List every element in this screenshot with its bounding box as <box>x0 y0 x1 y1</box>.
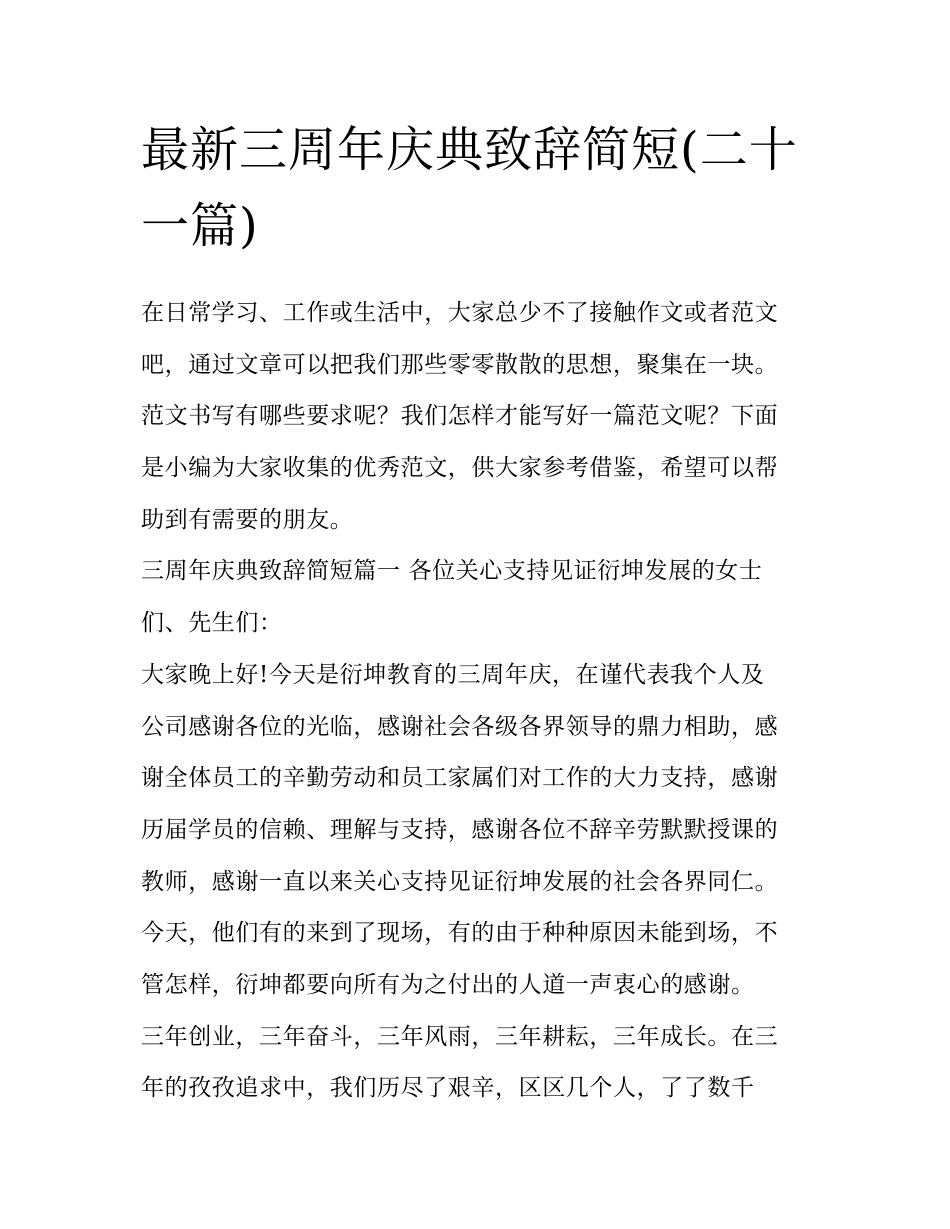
body-text-line: 大家晚上好!今天是衍坤教育的三周年庆，在谨代表我个人及 <box>141 661 765 688</box>
body-text-line: 教师，感谢一直以来关心支持见证衍坤发展的社会各界同仁。 <box>141 868 779 895</box>
body-text-line: 管怎样，衍坤都要向所有为之付出的人道一声衷心的感谢。 <box>141 971 755 998</box>
title-line: 最新三周年庆典致辞简短(二十 <box>141 122 798 178</box>
document-title <box>141 112 813 264</box>
body-text-line: 历届学员的信赖、理解与支持，感谢各位不辞辛劳默默授课的 <box>141 816 779 843</box>
body-text-line: 们、先生们： <box>141 610 283 637</box>
body-text-line: 公司感谢各位的光临，感谢社会各级各界领导的鼎力相助，感 <box>141 713 779 740</box>
body-text-line: 是小编为大家收集的优秀范文，供大家参考借鉴，希望可以帮 <box>141 455 779 482</box>
body-text-line: 吧，通过文章可以把我们那些零零散散的思想，聚集在一块。 <box>141 351 779 378</box>
body-text-line: 今天，他们有的来到了现场，有的由于种种原因未能到场，不 <box>141 920 779 947</box>
body-text-line: 三周年庆典致辞简短篇一 各位关心支持见证衍坤发展的女士 <box>141 558 763 585</box>
document-body <box>141 288 813 1115</box>
body-text-line: 三年创业，三年奋斗，三年风雨，三年耕耘，三年成长。在三 <box>141 1023 779 1050</box>
body-text-line: 范文书写有哪些要求呢？我们怎样才能写好一篇范文呢？下面 <box>141 403 779 430</box>
body-text-line: 年的孜孜追求中，我们历尽了艰辛，区区几个人，了了数千 <box>141 1075 755 1102</box>
body-text-line: 谢全体员工的辛勤劳动和员工家属们对工作的大力支持，感谢 <box>141 765 779 792</box>
title-line: 一篇) <box>141 198 259 254</box>
body-text-line: 助到有需要的朋友。 <box>141 506 354 533</box>
document-content <box>141 112 813 1115</box>
body-text-line: 在日常学习、工作或生活中，大家总少不了接触作文或者范文 <box>141 300 779 326</box>
